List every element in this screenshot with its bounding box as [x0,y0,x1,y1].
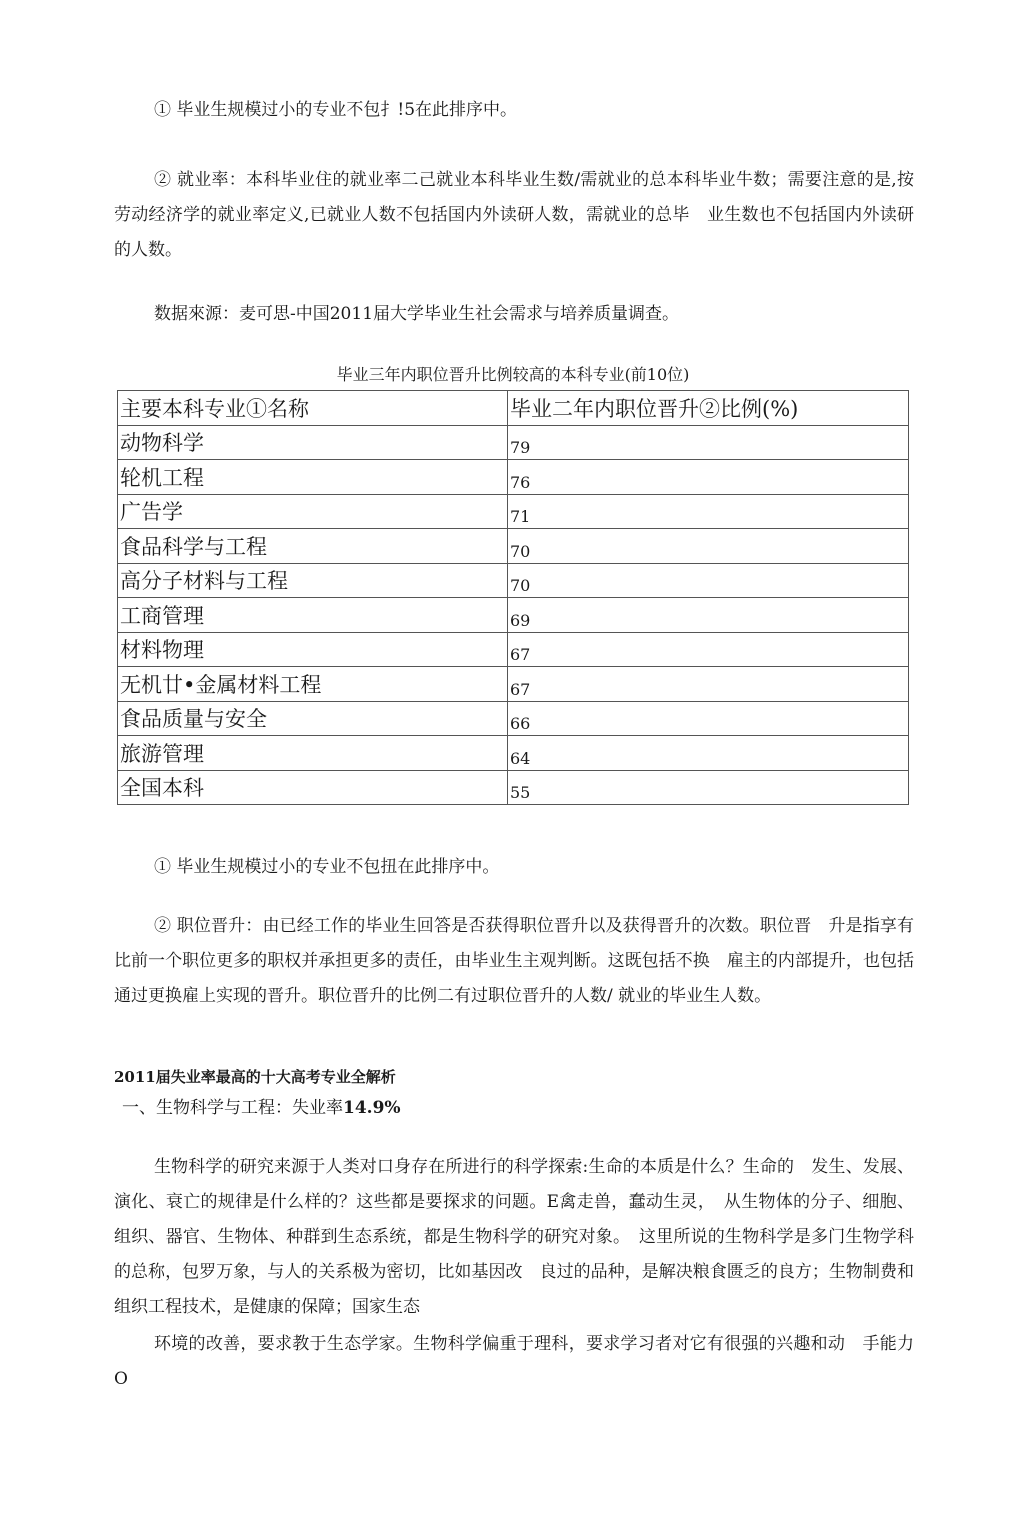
promotion-rate: 66 [508,701,909,736]
note-employment-rate: ② 就业率：本科毕业住的就业率二己就业本科毕业生数/需就业的总本科毕业牛数；需要注意的是,按劳动经济学的就业率定义,已就业人数不包括国内外读研人数，需就业的总毕 业生数也不包括国内外读研的人数。 [114,170,914,260]
promotion-rate: 79 [508,425,909,460]
unemployment-rate: 14.9% [343,1098,401,1118]
major-name: 食品科学与工程 [118,529,508,564]
note-exclusion-bottom: ① 毕业生规模过小的专业不包扭在此排序中。 [154,857,500,877]
promotion-rate: 67 [508,667,909,702]
note-promotion-definition: ② 职位晋升：由已经工作的毕业生回答是否获得职位晋升以及获得晋升的次数。职位晋 升是指享有比前一个职位更多的职权并承担更多的责任，由毕业生主观判断。这既包括不换 雇主的内部提升，也包括通过更换雇上实现的晋升。职位晋升的比例二有过职位晋升的人数/ 就业的毕业生人数。 [114,916,914,1006]
table-row [118,667,909,702]
subsection-title-text: 一、生物科学与工程：失业率 [122,1098,343,1118]
table-row [118,529,909,564]
major-name: 材料物理 [118,632,508,667]
data-source: 数据來源：麦可思-中国2011届大学毕业生社会需求与培养质量调查。 [154,304,680,324]
table-header-row [118,391,909,426]
major-name: 工商管理 [118,598,508,633]
table-row [118,598,909,633]
table-row [118,701,909,736]
body-paragraph-1: 生物科学的研究来源于人类对口身存在所进行的科学探索:生命的本质是什么？生命的 发生、发展、演化、衰亡的规律是什么样的？这些都是要探求的问题。E禽走兽，蠢动生灵， 从生物体的分子、细胞、组织、器官、生物体、种群到生态系统，都是生物科学的研究对象。 这里所说的生物科学是多门生物学科的总称，包罗万象，与人的关系极为密切，比如基因改 良过的品种，是解决粮食匮乏的良方；生物制费和组织工程技术，是健康的保障；国家生态 [114,1157,914,1317]
note-exclusion-top: ① 毕业生规模过小的专业不包扌!5在此排序中。 [154,100,518,120]
major-name: 旅游管理 [118,736,508,771]
table-row [118,632,909,667]
table-row [118,425,909,460]
body-paragraph-2: 环境的改善，要求教于生态学家。生物科学偏重于理科，要求学习者对它有很强的兴趣和动 手能力O [114,1334,914,1389]
promotion-rate: 70 [508,563,909,598]
major-name: 全国本科 [118,770,508,805]
promotion-rate: 69 [508,598,909,633]
table-row [118,736,909,771]
promotion-rate: 70 [508,529,909,564]
table-row [118,494,909,529]
promotion-rate: 67 [508,632,909,667]
promotion-rate: 76 [508,460,909,495]
table-row [118,563,909,598]
table-caption: 毕业三年内职位晋升比例较高的本科专业(前10位) [336,365,690,384]
major-name: 食品质量与安全 [118,701,508,736]
table-row [118,460,909,495]
table-row [118,770,909,805]
promotion-rate: 55 [508,770,909,805]
promotion-rate: 71 [508,494,909,529]
major-name: 高分子材料与工程 [118,563,508,598]
section-title: 2011届失业率最高的十大高考专业全解析 [114,1068,396,1086]
promotion-table [117,390,909,805]
major-name: 动物科学 [118,425,508,460]
header-major-name: 主要本科专业①名称 [118,391,508,426]
major-name: 无机廿•金属材料工程 [118,667,508,702]
promotion-rate: 64 [508,736,909,771]
major-name: 轮机工程 [118,460,508,495]
major-name: 广告学 [118,494,508,529]
subsection-title [122,1094,401,1122]
header-promotion-rate: 毕业二年内职位晋升②比例(%) [508,391,909,426]
